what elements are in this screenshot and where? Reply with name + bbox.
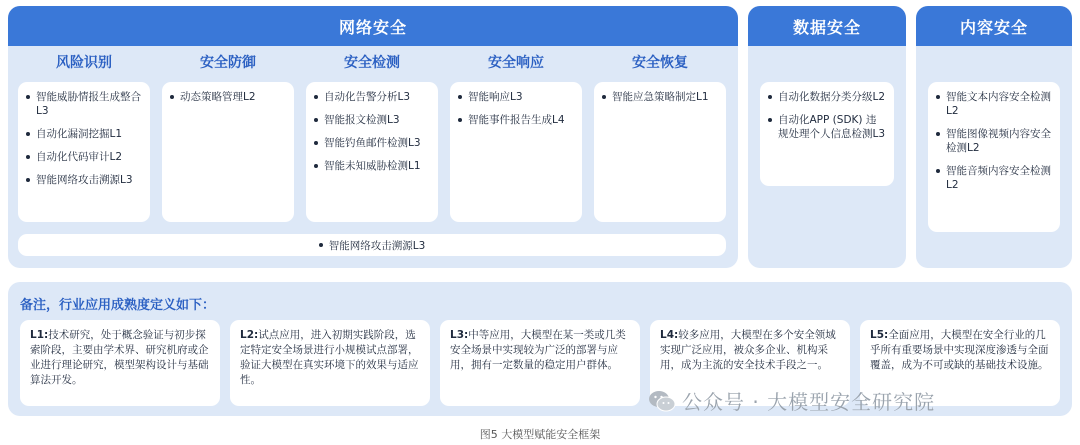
level-label: L4:	[660, 329, 679, 341]
col-title-security-recovery: 安全恢复	[632, 55, 688, 71]
security-detection-card	[306, 82, 438, 222]
col-title-security-detection: 安全检测	[344, 55, 400, 71]
level-label: L2:	[240, 329, 259, 341]
level-label: L5:	[870, 329, 889, 341]
security-defense-card	[162, 82, 294, 222]
level-text: 试点应用，进入初期实践阶段，选定特定安全场景进行小规模试点部署，验证大模型在真实环境下的效果与适应性。	[240, 329, 419, 386]
list-item: 动态策略管理L2	[170, 90, 286, 104]
network-security-title: 网络安全	[8, 6, 738, 46]
list-item: 智能报文检测L3	[314, 113, 430, 127]
list-item: 智能事件报告生成L4	[458, 113, 574, 127]
cross-column-item: 智能网络攻击溯源L3	[328, 239, 426, 252]
list-item: 自动化数据分类分级L2	[768, 90, 886, 104]
security-response-card	[450, 82, 582, 222]
list-item: 智能响应L3	[458, 90, 574, 104]
wechat-icon	[648, 389, 676, 413]
level-card-l2	[230, 320, 430, 406]
level-text: 技术研究，处于概念验证与初步探索阶段，主要由学术界、研究机府或企业进行理论研究，模型架构设计与基础算法开发。	[30, 329, 209, 386]
list-item: 智能钓鱼邮件检测L3	[314, 136, 430, 150]
figure-caption: 图5 大模型赋能安全框架	[479, 428, 601, 441]
level-card-l3	[440, 320, 640, 406]
watermark	[648, 386, 935, 415]
data-security-card	[760, 82, 894, 186]
bullet-dot	[319, 243, 323, 247]
level-text: 中等应用，大模型在某一类或几类安全场景中实现较为广泛的部署与应用，拥有一定数量的稳定用户群体。	[450, 329, 626, 371]
level-label: L3:	[450, 329, 469, 341]
col-title-security-defense: 安全防御	[200, 55, 256, 71]
list-item: 智能音频内容安全检测L2	[936, 164, 1052, 192]
data-security-title: 数据安全	[748, 6, 906, 46]
watermark-text: 公众号 · 大模型安全研究院	[682, 390, 936, 414]
col-title-risk-identification: 风险识别	[56, 55, 112, 71]
list-item: 智能威胁情报生成整合L3	[26, 90, 142, 118]
list-item: 自动化漏洞挖掘L1	[26, 127, 142, 141]
list-item: 自动化告警分析L3	[314, 90, 430, 104]
level-text: 全面应用，大模型在安全行业的几乎所有重要场景中实现深度渗透与全面覆盖，成为不可或缺的基础技术设施。	[870, 329, 1049, 371]
risk-identification-card	[18, 82, 150, 222]
content-security-title: 内容安全	[916, 6, 1072, 46]
level-label: L1:	[30, 329, 49, 341]
security-recovery-card	[594, 82, 726, 222]
notes-title: 备注，行业应用成熟度定义如下：	[20, 298, 216, 313]
list-item: 智能图像视频内容安全检测L2	[936, 127, 1052, 155]
list-item: 智能未知威胁检测L1	[314, 159, 430, 173]
list-item: 自动化代码审计L2	[26, 150, 142, 164]
list-item: 智能网络攻击溯源L3	[26, 173, 142, 187]
list-item: 智能文本内容安全检测L2	[936, 90, 1052, 118]
list-item: 智能应急策略制定L1	[602, 90, 718, 104]
level-card-l1	[20, 320, 220, 406]
content-security-card	[928, 82, 1060, 232]
list-item: 自动化APP (SDK) 违规处理个人信息检测L3	[768, 113, 886, 141]
col-title-security-response: 安全响应	[488, 55, 544, 71]
level-text: 较多应用，大模型在多个安全领域实现广泛应用，被众多企业、机构采用，成为主流的安全技术手段之一。	[660, 329, 836, 371]
cross-column-item-bar	[18, 234, 726, 256]
